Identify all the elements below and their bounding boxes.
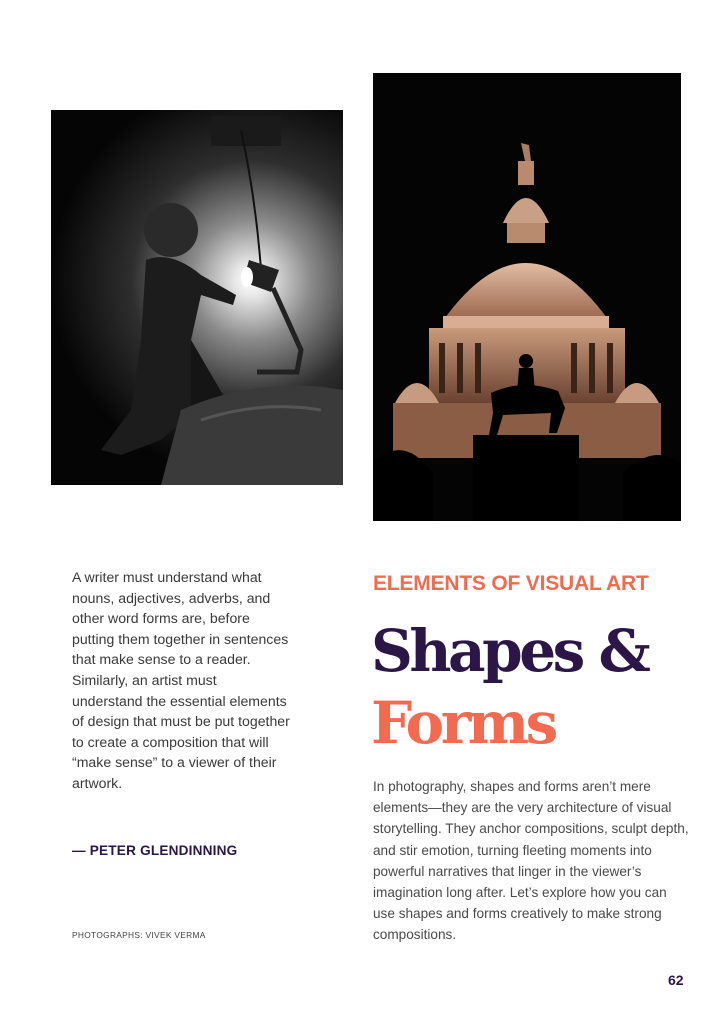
article-intro-paragraph: In photography, shapes and forms aren’t mere elements—they are the very architecture of visual storytelling. They anchor compositions, sculpt depth, and stir emotion, turning fleeting moments into powerful narratives that linger in the viewer’s imagination long after. Let’s explore how you can use shapes and forms creatively to make strong compositions. [373,779,689,943]
photo-credit: PHOTOGRAPHS: VIVEK VERMA [72,930,206,940]
photo-child-with-lamp [51,110,343,485]
pull-quote: A writer must understand what nouns, adjectives, adverbs, and other word forms are, before putting them together in sentences that make sense to a reader. Similarly, an artist must understand the essential elements of design that must be put together to create a composition that will “make sense” to a viewer of their artwork. [72,569,290,791]
section-kicker: ELEMENTS OF VISUAL ART [373,572,649,595]
page-number: 62 [668,972,684,988]
child-lamp-illustration [51,110,343,485]
memorial-illustration [373,73,681,521]
quote-author: — PETER GLENDINNING [72,843,238,858]
photo-memorial-at-night [373,73,681,521]
article-title-line-1: Shapes & [371,617,648,685]
article-title-line-2: Forms [371,689,555,757]
